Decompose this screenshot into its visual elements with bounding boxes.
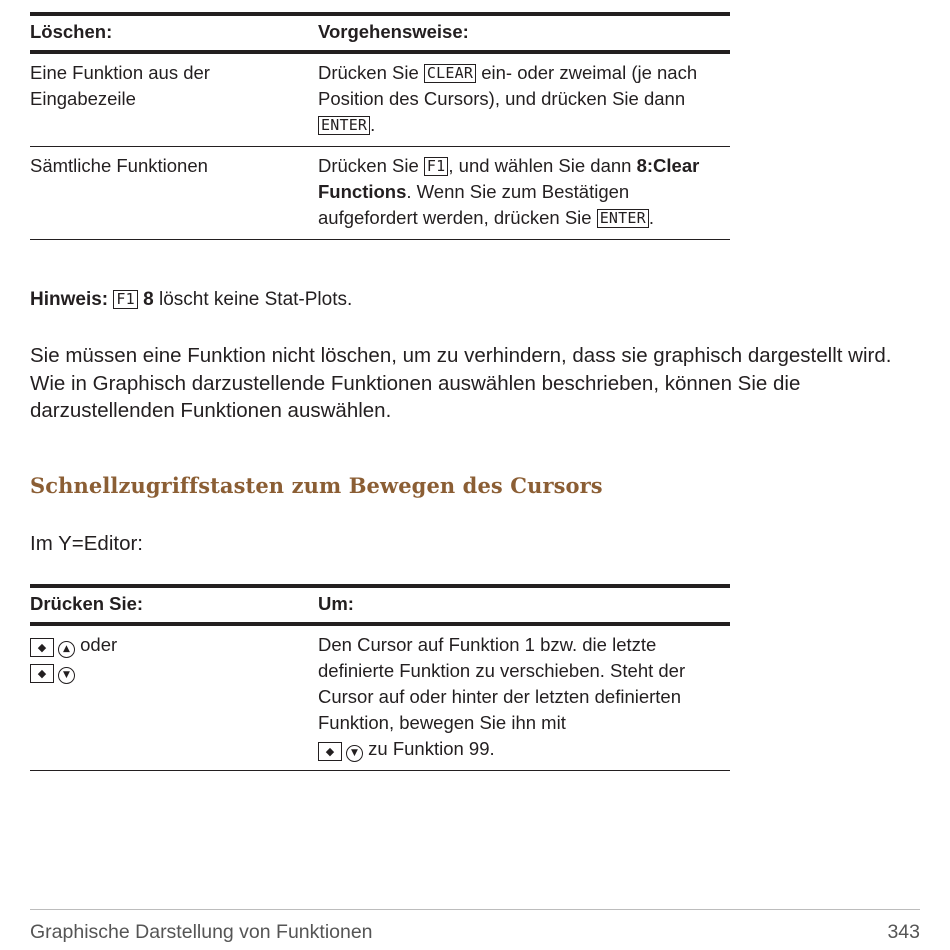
enter-key: ENTER [597, 209, 649, 228]
cursor-shortcuts-table [30, 584, 730, 771]
procedure-text: . Wenn Sie zum Bestätigen aufgefordert werden, drücken Sie [318, 181, 630, 228]
row-description [318, 624, 730, 771]
row-procedure [318, 147, 730, 240]
key-combo-up [30, 632, 318, 658]
table-row [30, 52, 730, 147]
procedure-text: , und wählen Sie dann [448, 155, 637, 176]
description-text: Den Cursor auf Funktion 1 bzw. die letzte definierte Funktion zu verschieben. Steht der Cursor auf oder hinter der letzten definierten Funktion, bewegen Sie ihn mit [318, 634, 686, 733]
down-arrow-icon: ▼ [58, 667, 75, 684]
manual-page [30, 0, 920, 950]
procedure-text: ein- oder zweimal (je nach Position des Cursors), und drücken Sie dann [318, 62, 698, 109]
or-text: oder [80, 634, 118, 655]
intro-text: Im Y=Editor: [30, 532, 143, 555]
description-text: zu Funktion 99. [363, 738, 495, 759]
row-label: Sämtliche Funktionen [30, 155, 208, 176]
menu-command: 8:Clear Functions [318, 155, 700, 202]
clear-functions-table [30, 12, 730, 240]
note-label: Hinweis: [30, 289, 109, 310]
table-row [30, 147, 730, 240]
procedure-text: . [648, 207, 654, 228]
footer-divider [30, 909, 920, 910]
footer-chapter-title: Graphische Darstellung von Funktionen [30, 921, 373, 943]
enter-key: ENTER [318, 116, 370, 135]
column-header-vorgehensweise: Vorgehensweise: [318, 21, 469, 42]
row-label: Eine Funktion aus der Eingabezeile [30, 62, 210, 109]
diamond-key-icon: ◆ [30, 638, 54, 657]
procedure-text: Drücken Sie [318, 155, 424, 176]
diamond-key-icon: ◆ [30, 664, 54, 683]
row-keys [30, 624, 318, 771]
procedure-text: . [370, 114, 376, 135]
procedure-text: Drücken Sie [318, 62, 424, 83]
f1-key: F1 [113, 290, 137, 309]
body-paragraph: Sie müssen eine Funktion nicht löschen, um zu verhindern, dass sie graphisch dargestellt wird. Wie in Graphisch darzustellende Funktionen auswählen beschrieben, können Sie die darzustellenden Funktionen auswählen. [30, 344, 892, 422]
diamond-key-icon: ◆ [318, 742, 342, 761]
up-arrow-icon: ▲ [58, 641, 75, 658]
column-header-loeschen: Löschen: [30, 21, 113, 42]
table-row [30, 624, 730, 771]
column-header-druecken: Drücken Sie: [30, 593, 144, 614]
table-header-row [30, 14, 730, 52]
table-header-row [30, 586, 730, 624]
row-procedure [318, 52, 730, 147]
key-combo-down [30, 658, 318, 684]
section-heading: Schnellzugriffstasten zum Bewegen des Cursors [30, 473, 603, 498]
note-hinweis [30, 287, 352, 313]
clear-key: CLEAR [424, 64, 476, 83]
page-number: 343 [887, 921, 920, 943]
column-header-um: Um: [318, 593, 354, 614]
down-arrow-icon: ▼ [346, 745, 363, 762]
f1-key: F1 [424, 157, 448, 176]
note-text: löscht keine Stat-Plots. [153, 289, 353, 310]
note-key-number: 8 [143, 289, 154, 310]
